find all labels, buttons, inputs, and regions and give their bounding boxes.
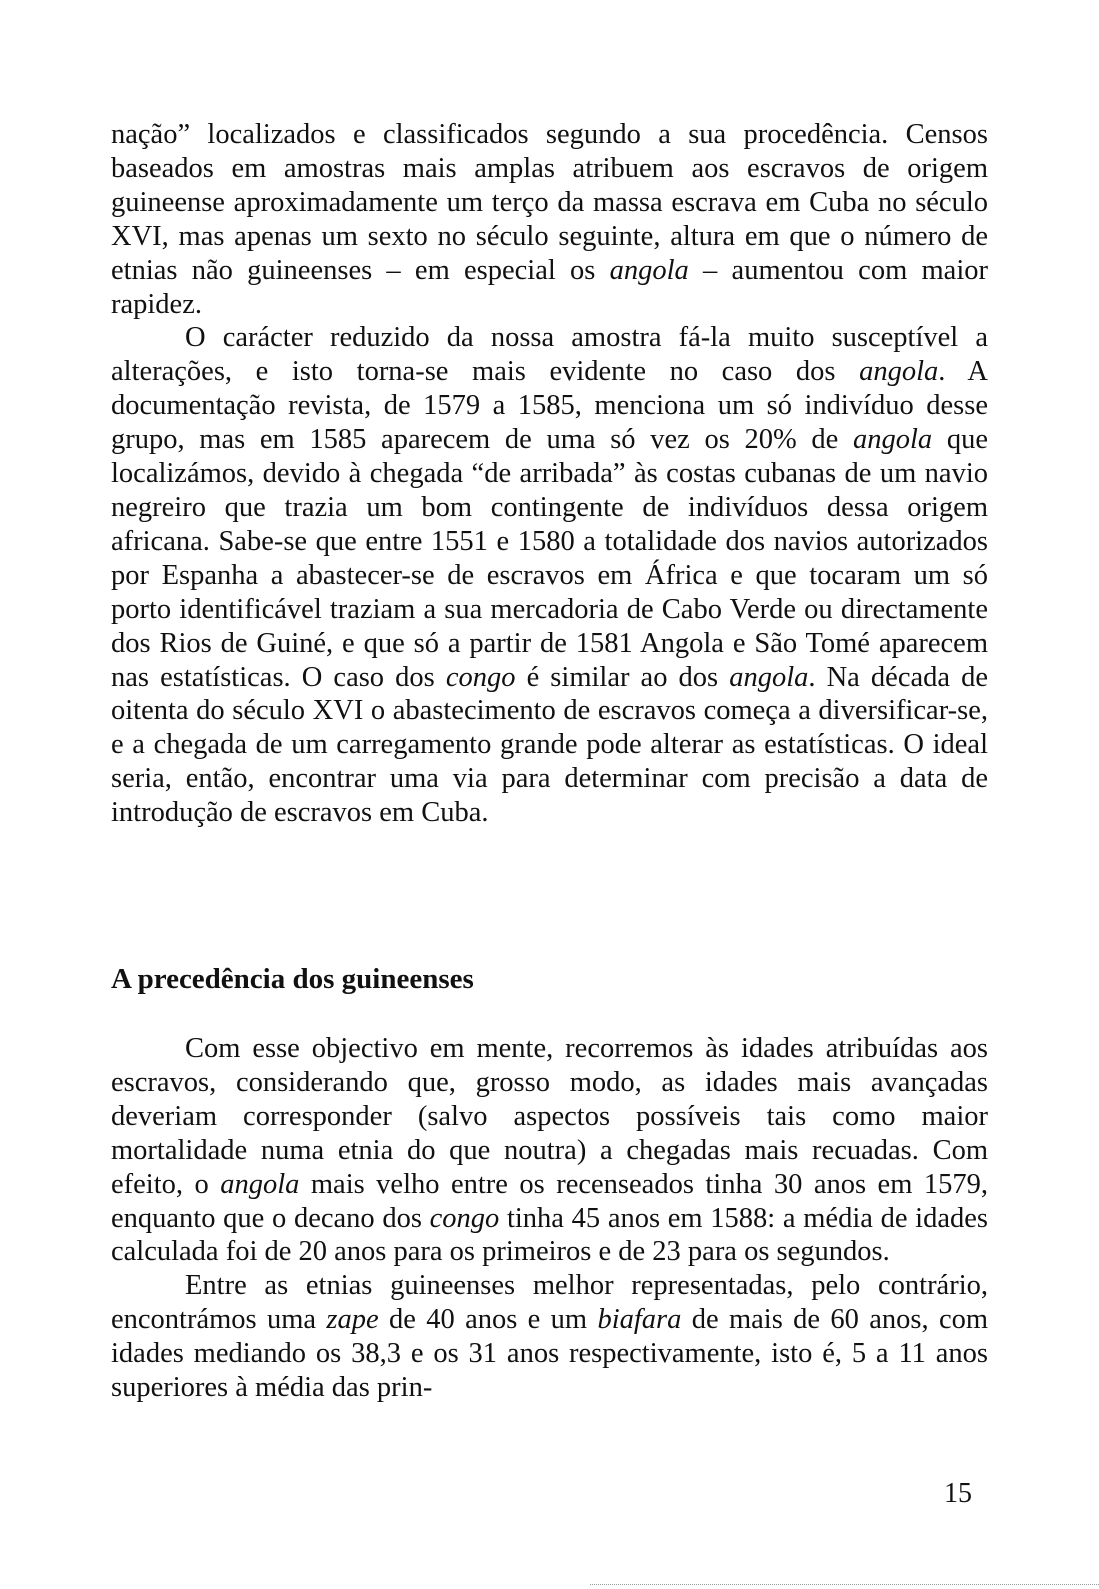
italic-term: angola: [729, 661, 809, 693]
text-run: é similar ao dos: [515, 661, 730, 693]
italic-term: angola: [609, 254, 689, 286]
section-heading: A precedência dos guineenses: [111, 963, 474, 995]
text-run: nação” localizados e classificados segundo a sua procedência. Censos baseados em amostras mais amplas atribuem aos escravos de origem guineense aproximadamente um terço da massa escrava em Cuba no século XVI, mas apenas um sexto no século seguinte, altura em que o número de etnias não guineenses – em especial os: [111, 119, 988, 286]
italic-term: angola: [220, 1168, 300, 1200]
paragraph-p2: [111, 321, 988, 830]
text-run: . A documentação revista, de 1579 a 1585, menciona um só indivíduo desse grupo, mas em 1585 aparecem de uma só vez os 20% de: [111, 356, 988, 456]
paragraph-p4: [111, 1269, 988, 1405]
text-run: Entre as etnias guineenses melhor representadas, pelo contrário, encontrámos uma: [111, 1270, 988, 1336]
italic-term: congo: [429, 1202, 500, 1234]
text-run: O carácter reduzido da nossa amostra fá-la muito susceptível a alterações, e isto torna-se mais evidente no caso dos: [111, 322, 988, 388]
italic-term: zape: [326, 1304, 379, 1336]
text-run: . Na década de oitenta do século XVI o abastecimento de escravos começa a diversificar-se, e a chegada de um carregamento grande pode alterar as estatísticas. O ideal seria, então, encontrar uma via para determinar com precisão a data de introdução de escravos em Cuba.: [111, 661, 989, 829]
footer-divider: [590, 1584, 1099, 1585]
italic-term: angola: [853, 424, 933, 456]
italic-term: biafara: [597, 1304, 682, 1336]
body-text-lower: [111, 1032, 988, 1405]
paragraph-p3: [111, 1032, 988, 1269]
page-number: 15: [944, 1478, 972, 1509]
body-text-upper: [111, 118, 988, 830]
text-run: de 40 anos e um: [378, 1304, 598, 1336]
italic-term: congo: [445, 661, 516, 693]
paragraph-p1: [111, 118, 988, 321]
text-run: Com esse objectivo em mente, recorremos às idades atribuídas aos escravos, considerando que, grosso modo, as idades mais avançadas deveriam corresponder (salvo aspectos possíveis tais como maior mortalidade numa etnia do que noutra) a chegadas mais recuadas. Com efeito, o: [111, 1033, 988, 1200]
text-run: tinha 45 anos em 1588: a média de idades calculada foi de 20 anos para os primeiros e de 23 para os segundos.: [111, 1202, 988, 1268]
text-run: – aumentou com maior rapidez.: [111, 254, 988, 320]
text-run: de mais de 60 anos, com idades mediando os 38,3 e os 31 anos respectivamente, isto é, 5 a 11 anos superiores à média das prin-: [111, 1304, 989, 1404]
text-run: que localizámos, devido à chegada “de arribada” às costas cubanas de um navio negreiro que trazia um bom contingente de indivíduos dessa origem africana. Sabe-se que entre 1551 e 1580 a totalidade dos navios autorizados por Espanha a abastecer-se de escravos em África e que tocaram um só porto identificável traziam a sua mercadoria de Cabo Verde ou directamente dos Rios de Guiné, e que só a partir de 1581 Angola e São Tomé aparecem nas estatísticas. O caso dos: [111, 424, 989, 693]
italic-term: angola: [859, 356, 939, 388]
text-run: mais velho entre os recenseados tinha 30 anos em 1579, enquanto que o decano dos: [111, 1168, 988, 1234]
